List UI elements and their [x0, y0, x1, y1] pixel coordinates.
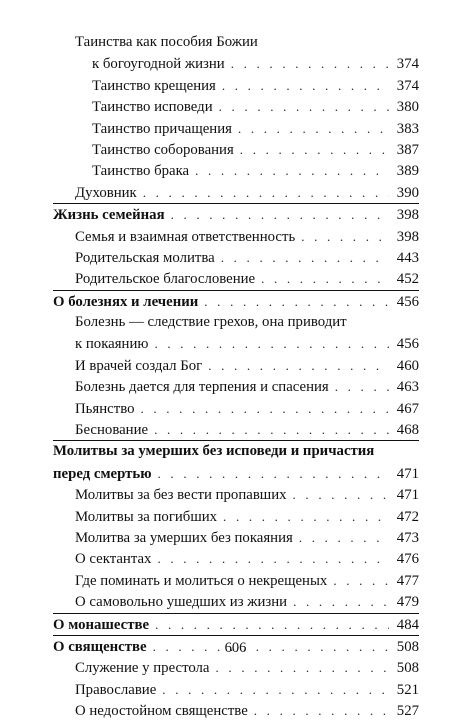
toc-entry[interactable] — [53, 268, 419, 289]
toc-entry-title: Семья и взаимная ответственность — [75, 228, 296, 245]
toc-entry-page: 463 — [396, 379, 419, 396]
toc-entry-title: перед смертью — [53, 465, 152, 482]
toc-entry[interactable] — [53, 376, 419, 397]
toc-entry[interactable] — [53, 463, 419, 484]
toc-entry[interactable] — [53, 204, 419, 225]
toc-entry-title: О священстве — [53, 638, 147, 655]
page-number: 606 — [224, 640, 247, 656]
dot-leader — [293, 484, 389, 505]
toc-entry-page: 477 — [396, 572, 419, 589]
toc-entry[interactable] — [53, 312, 419, 333]
dot-leader — [155, 614, 389, 635]
toc-entry[interactable] — [53, 657, 419, 678]
toc-entry-title: Где поминать и молиться о некрещеных — [75, 572, 328, 589]
toc-entry-page: 527 — [396, 703, 419, 720]
toc-entry[interactable] — [53, 441, 419, 462]
toc-entry[interactable] — [53, 182, 419, 203]
dot-leader — [143, 182, 389, 203]
toc-entry[interactable] — [53, 118, 419, 139]
toc-entry-title: Таинство соборования — [92, 141, 234, 158]
toc-entry[interactable] — [53, 32, 419, 53]
toc-entry-title: Православие — [75, 681, 157, 698]
dot-leader — [240, 139, 389, 160]
dot-leader — [223, 506, 389, 527]
toc-entry[interactable] — [53, 160, 419, 181]
toc-entry-page: 443 — [396, 249, 419, 266]
toc-entry-page: 398 — [396, 207, 419, 224]
toc-entry[interactable] — [53, 226, 419, 247]
toc-entry-title: О недостойном священстве — [75, 703, 248, 720]
toc-entry-title: Таинства как пособия Божии — [75, 34, 258, 50]
toc-entry-page: 484 — [396, 616, 419, 633]
toc-entry[interactable] — [53, 333, 419, 354]
dot-leader — [204, 291, 389, 312]
dot-leader — [293, 591, 389, 612]
toc-entry-page: 467 — [396, 400, 419, 417]
toc-entry-title: Таинство исповеди — [92, 99, 213, 116]
table-of-contents — [53, 32, 419, 722]
toc-entry-page: 471 — [396, 487, 419, 504]
dot-leader — [261, 268, 389, 289]
toc-entry-page: 472 — [396, 508, 419, 525]
toc-entry-page: 374 — [396, 56, 419, 73]
toc-entry-page: 476 — [396, 551, 419, 568]
dot-leader — [162, 679, 389, 700]
dot-leader — [221, 247, 389, 268]
toc-entry-title: О сектантах — [75, 551, 152, 568]
toc-entry-page: 479 — [396, 594, 419, 611]
dot-leader — [195, 160, 389, 181]
toc-entry-page: 456 — [396, 336, 419, 353]
toc-entry-title: Родительское благословение — [75, 271, 256, 288]
toc-entry-title: О болезнях и лечении — [53, 293, 199, 310]
toc-entry[interactable] — [53, 419, 419, 440]
toc-entry-page: 387 — [396, 141, 419, 158]
toc-entry-title: И врачей создал Бог — [75, 357, 203, 374]
toc-entry-title: Родительская молитва — [75, 249, 215, 266]
toc-entry[interactable] — [53, 700, 419, 721]
toc-entry-page: 380 — [396, 99, 419, 116]
toc-entry-page: 460 — [396, 357, 419, 374]
toc-entry-title: Духовник — [75, 184, 137, 201]
toc-entry[interactable] — [53, 75, 419, 96]
toc-entry-page: 398 — [396, 228, 419, 245]
toc-entry-title: Болезнь дается для терпения и спасения — [75, 379, 329, 396]
toc-entry[interactable] — [53, 506, 419, 527]
toc-entry[interactable] — [53, 398, 419, 419]
dot-leader — [301, 226, 389, 247]
dot-leader — [333, 570, 389, 591]
dot-leader — [154, 419, 389, 440]
dot-leader — [254, 700, 389, 721]
toc-entry-title: Болезнь — следствие грехов, она приводит — [75, 314, 347, 331]
toc-entry[interactable] — [53, 679, 419, 700]
toc-entry-title: Молитва за умерших без покаяния — [75, 529, 293, 546]
toc-entry[interactable] — [53, 570, 419, 591]
toc-entry-title: О монашестве — [53, 616, 150, 633]
dot-leader — [219, 96, 389, 117]
toc-entry[interactable] — [53, 139, 419, 160]
toc-entry-title: Молитвы за без вести пропавших — [75, 487, 287, 504]
toc-entry-page: 521 — [396, 681, 419, 698]
dot-leader — [238, 118, 389, 139]
toc-entry[interactable] — [53, 291, 419, 312]
toc-entry[interactable] — [53, 247, 419, 268]
toc-entry-page: 390 — [396, 184, 419, 201]
toc-entry[interactable] — [53, 548, 419, 569]
toc-entry-page: 389 — [396, 163, 419, 180]
toc-entry-page: 508 — [396, 660, 419, 677]
toc-entry-title: Служение у престола — [75, 660, 210, 677]
toc-entry-page: 456 — [396, 293, 419, 310]
toc-entry-page: 383 — [396, 120, 419, 137]
toc-entry-page: 471 — [396, 465, 419, 482]
dot-leader — [154, 333, 389, 354]
toc-entry-title: Таинство брака — [92, 163, 190, 180]
dot-leader — [171, 204, 389, 225]
dot-leader — [216, 657, 389, 678]
toc-entry-title: Пьянство — [75, 400, 135, 417]
toc-entry-page: 508 — [396, 638, 419, 655]
toc-entry-page: 374 — [396, 77, 419, 94]
dot-leader — [140, 398, 389, 419]
dot-leader — [208, 355, 389, 376]
dot-leader — [158, 463, 389, 484]
dot-leader — [335, 376, 389, 397]
toc-entry-page: 473 — [396, 529, 419, 546]
toc-entry-title: Молитвы за умерших без исповеди и причастия — [53, 443, 375, 460]
toc-entry[interactable] — [53, 527, 419, 548]
toc-entry-title: к покаянию — [75, 336, 149, 353]
toc-entry-title: О самовольно ушедших из жизни — [75, 594, 288, 611]
toc-entry[interactable] — [53, 614, 419, 635]
toc-entry[interactable] — [53, 484, 419, 505]
toc-entry[interactable] — [53, 591, 419, 612]
toc-entry[interactable] — [53, 53, 419, 74]
toc-entry-page: 452 — [396, 271, 419, 288]
toc-entry-title: Таинство крещения — [92, 77, 216, 94]
dot-leader — [231, 53, 389, 74]
toc-entry-title: Молитвы за погибших — [75, 508, 218, 525]
toc-entry[interactable] — [53, 96, 419, 117]
toc-entry-title: Таинство причащения — [92, 120, 232, 137]
toc-entry[interactable] — [53, 355, 419, 376]
dot-leader — [157, 548, 389, 569]
dot-leader — [222, 75, 389, 96]
dot-leader — [299, 527, 389, 548]
toc-entry-title: к богоугодной жизни — [92, 56, 225, 73]
toc-entry-title: Беснование — [75, 422, 149, 439]
toc-entry-page: 468 — [396, 422, 419, 439]
toc-entry-title: Жизнь семейная — [53, 207, 165, 224]
